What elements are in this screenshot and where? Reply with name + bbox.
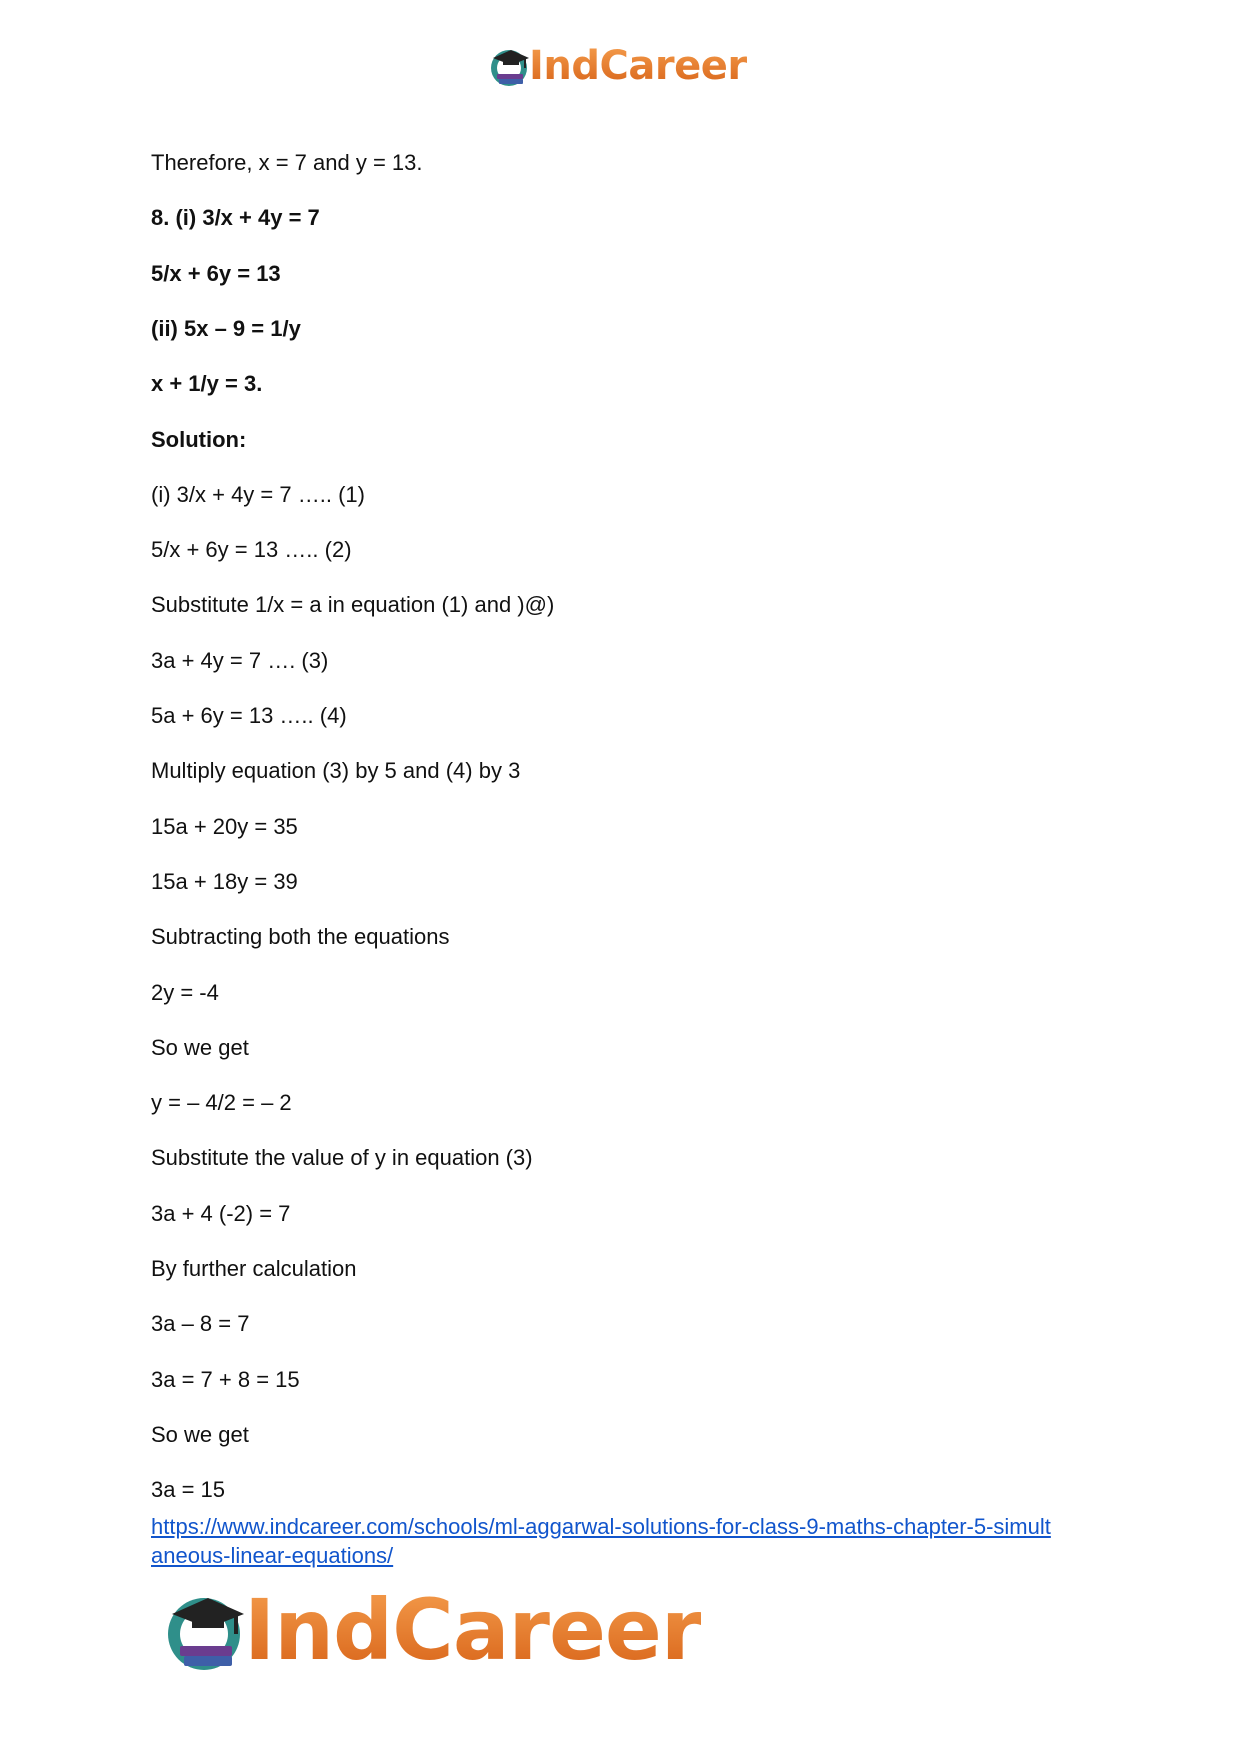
text-line: Substitute 1/x = a in equation (1) and )@): [151, 592, 555, 617]
text-line: (i) 3/x + 4y = 7 ….. (1): [151, 482, 365, 507]
text-line: So we get: [151, 1035, 249, 1060]
text-line: x + 1/y = 3.: [151, 371, 263, 396]
text-line: 15a + 20y = 35: [151, 814, 298, 839]
footer-logo: [160, 1580, 720, 1680]
header-logo: [487, 40, 767, 92]
text-line: So we get: [151, 1422, 249, 1447]
text-line: 3a + 4y = 7 …. (3): [151, 648, 329, 673]
text-line: Subtracting both the equations: [151, 924, 450, 949]
text-line: 5/x + 6y = 13 ….. (2): [151, 537, 352, 562]
header-logo-text: IndCareer: [529, 43, 747, 89]
graduation-cap-books-icon: [487, 44, 531, 88]
text-line: 8. (i) 3/x + 4y = 7: [151, 205, 320, 230]
text-line: 5a + 6y = 13 ….. (4): [151, 703, 347, 728]
text-line: Therefore, x = 7 and y = 13.: [151, 150, 423, 175]
text-line: 3a = 15: [151, 1477, 226, 1502]
text-line: 3a = 7 + 8 = 15: [151, 1367, 300, 1392]
text-line: 3a + 4 (-2) = 7: [151, 1201, 291, 1226]
graduation-cap-books-icon: [160, 1586, 248, 1674]
source-link-line-1[interactable]: https://www.indcareer.com/schools/ml-aggarwal-solutions-for-class-9-maths-chapter-5-simult: [151, 1514, 1051, 1539]
text-line: 2y = -4: [151, 980, 219, 1005]
source-link-line-2[interactable]: aneous-linear-equations/: [151, 1543, 394, 1568]
text-line: Solution:: [151, 427, 247, 452]
text-line: 3a – 8 = 7: [151, 1311, 250, 1336]
footer-logo-text: IndCareer: [244, 1581, 702, 1679]
text-line: 15a + 18y = 39: [151, 869, 298, 894]
text-line: Multiply equation (3) by 5 and (4) by 3: [151, 758, 521, 783]
text-line: Substitute the value of y in equation (3): [151, 1145, 533, 1170]
text-line: (ii) 5x – 9 = 1/y: [151, 316, 301, 341]
text-line: y = – 4/2 = – 2: [151, 1090, 292, 1115]
text-line: By further calculation: [151, 1256, 357, 1281]
text-line: 5/x + 6y = 13: [151, 261, 281, 286]
